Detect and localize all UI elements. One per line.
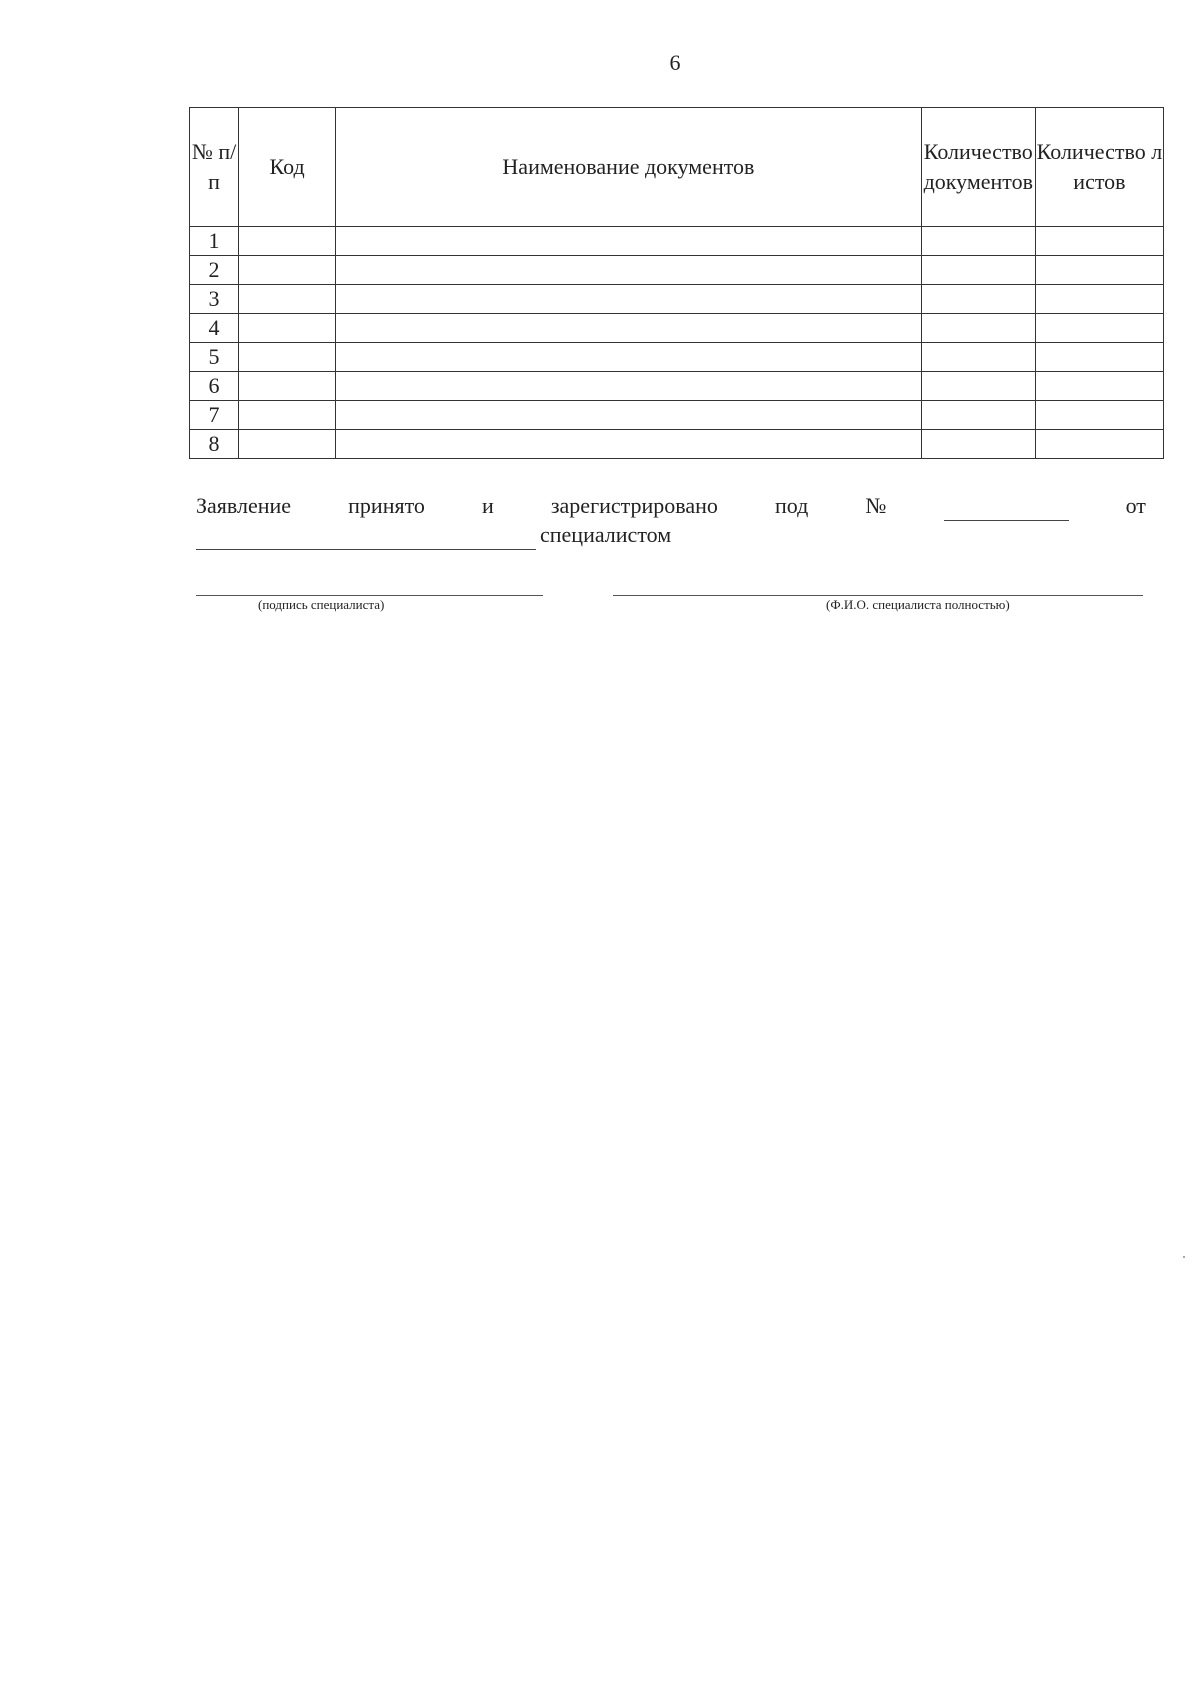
sheet-count-cell[interactable] [1035,285,1163,314]
header-sheet-count: Количество листов [1035,108,1163,227]
document-count-cell[interactable] [921,430,1035,459]
sheet-count-cell[interactable] [1035,343,1163,372]
code-cell[interactable] [239,401,336,430]
sheet-count-cell[interactable] [1035,372,1163,401]
document-count-cell[interactable] [921,314,1035,343]
sheet-count-cell[interactable] [1035,227,1163,256]
scan-speck [1183,1256,1185,1258]
statement-word: № [865,493,887,518]
code-cell[interactable] [239,343,336,372]
document-name-cell[interactable] [336,401,922,430]
document-count-cell[interactable] [921,401,1035,430]
code-cell[interactable] [239,372,336,401]
table-row [190,314,1164,343]
document-count-cell[interactable] [921,372,1035,401]
document-name-cell[interactable] [336,314,922,343]
registration-statement [196,492,1146,550]
specialist-signature-line[interactable] [196,595,543,596]
statement-line-2 [196,521,1146,550]
header-document-name: Наименование документов [336,108,922,227]
sheet-count-cell[interactable] [1035,401,1163,430]
statement-word: зарегистрировано [550,493,718,518]
header-number: № п/п [190,108,239,227]
document-count-cell[interactable] [921,343,1035,372]
code-cell[interactable] [239,430,336,459]
table-row [190,430,1164,459]
statement-word: под [775,493,809,518]
table-row [190,343,1164,372]
table-row [190,256,1164,285]
document-count-cell[interactable] [921,227,1035,256]
sheet-count-cell[interactable] [1035,430,1163,459]
statement-word: специалистом [540,522,672,547]
table-row [190,372,1164,401]
row-number-cell: 2 [190,256,239,285]
table-body [190,227,1164,459]
document-name-cell[interactable] [336,430,922,459]
row-number-cell: 5 [190,343,239,372]
table-row [190,285,1164,314]
row-number-cell: 7 [190,401,239,430]
table-row [190,401,1164,430]
table-header-row [190,108,1164,227]
statement-word: Заявление [196,493,292,518]
sheet-count-cell[interactable] [1035,256,1163,285]
documents-table [189,107,1164,459]
statement-line-1 [196,492,1146,521]
document-name-cell[interactable] [336,343,922,372]
code-cell[interactable] [239,256,336,285]
statement-word: и [481,493,494,518]
statement-word: от [1125,493,1146,518]
specialist-name-blank[interactable] [196,521,536,550]
document-name-cell[interactable] [336,256,922,285]
code-cell[interactable] [239,285,336,314]
document-name-cell[interactable] [336,372,922,401]
registration-number-field[interactable] [944,492,1069,521]
sheet-count-cell[interactable] [1035,314,1163,343]
page-number: 6 [669,50,681,75]
code-cell[interactable] [239,314,336,343]
document-name-cell[interactable] [336,227,922,256]
statement-word: принято [348,493,425,518]
code-cell[interactable] [239,227,336,256]
row-number-cell: 1 [190,227,239,256]
table-row [190,227,1164,256]
row-number-cell: 4 [190,314,239,343]
signature-caption: (подпись специалиста) [258,597,385,612]
document-name-cell[interactable] [336,285,922,314]
row-number-cell: 3 [190,285,239,314]
specialist-fio-line[interactable] [613,595,1143,596]
header-code: Код [239,108,336,227]
document-count-cell[interactable] [921,285,1035,314]
document-count-cell[interactable] [921,256,1035,285]
row-number-cell: 6 [190,372,239,401]
fio-caption: (Ф.И.О. специалиста полностью) [826,597,1010,612]
row-number-cell: 8 [190,430,239,459]
header-document-count: Количество документов [921,108,1035,227]
